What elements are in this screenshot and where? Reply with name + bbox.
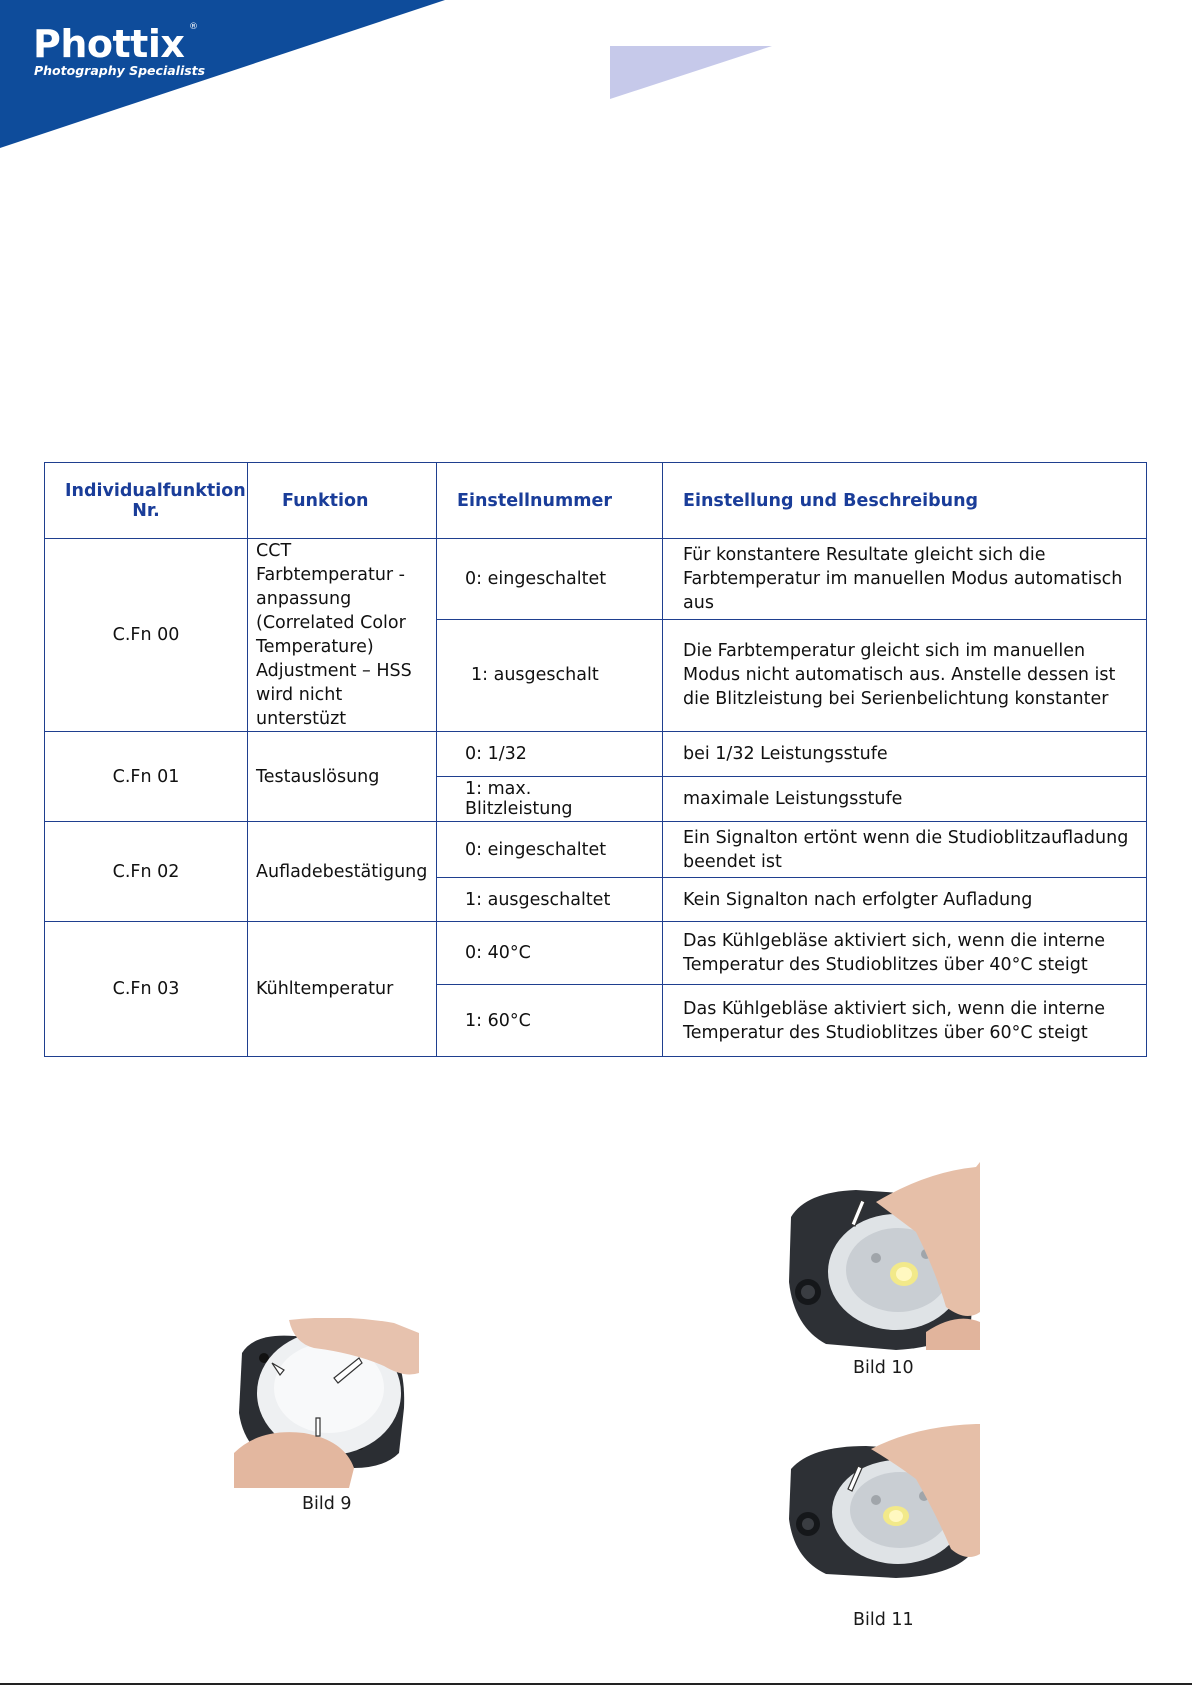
caption-bild-11: Bild 11 <box>853 1610 914 1630</box>
header-setting-description: Einstellung und Beschreibung <box>663 463 1147 539</box>
description-cell: Die Farbtemperatur gleicht sich im manuellen Modus nicht automatisch aus. Anstelle dessen ist die Blitzleistung bei Serienbelichtung konstanter <box>663 619 1147 731</box>
header-cfn-number: Individualfunktion Nr. <box>45 463 248 539</box>
photo-bild-11 <box>786 1424 980 1578</box>
cfn-cell: C.Fn 01 <box>45 732 248 822</box>
setting-cell: 0: 1/32 <box>437 732 663 777</box>
table-row <box>45 732 1147 777</box>
function-cell: Aufladebestätigung <box>248 822 437 922</box>
description-cell: Das Kühlgebläse aktiviert sich, wenn die interne Temperatur des Studioblitzes über 40°C steigt <box>663 922 1147 985</box>
header-setting-number: Einstellnummer <box>437 463 663 539</box>
registered-mark: ® <box>189 22 198 32</box>
setting-cell: 0: eingeschaltet <box>437 822 663 878</box>
table-row <box>45 822 1147 878</box>
brand-tagline: Photography Specialists <box>34 63 206 78</box>
function-cell: Testauslösung <box>248 732 437 822</box>
description-cell: Kein Signalton nach erfolgter Aufladung <box>663 878 1147 922</box>
description-cell: bei 1/32 Leistungsstufe <box>663 732 1147 777</box>
cfn-cell: C.Fn 00 <box>45 539 248 732</box>
brand-logo: Phottix <box>33 22 185 66</box>
accent-parallelogram <box>610 46 772 99</box>
custom-function-table <box>44 462 1147 1057</box>
header-function: Funktion <box>248 463 437 539</box>
setting-cell: 0: 40°C <box>437 922 663 985</box>
setting-cell: 1: max. Blitzleistung <box>437 777 663 822</box>
table-row <box>45 922 1147 985</box>
setting-cell: 1: ausgeschaltet <box>437 878 663 922</box>
cfn-cell: C.Fn 03 <box>45 922 248 1057</box>
setting-cell: 0: eingeschaltet <box>437 539 663 620</box>
photo-bild-9 <box>234 1318 419 1488</box>
table-row <box>45 539 1147 620</box>
description-cell: maximale Leistungsstufe <box>663 777 1147 822</box>
setting-cell: 1: 60°C <box>437 985 663 1057</box>
description-cell: Das Kühlgebläse aktiviert sich, wenn die interne Temperatur des Studioblitzes über 60°C steigt <box>663 985 1147 1057</box>
cfn-cell: C.Fn 02 <box>45 822 248 922</box>
table-header-row <box>45 463 1147 539</box>
description-cell: Für konstantere Resultate gleicht sich die Farbtemperatur im manuellen Modus automatisch aus <box>663 539 1147 620</box>
caption-bild-9: Bild 9 <box>302 1494 352 1514</box>
caption-bild-10: Bild 10 <box>853 1358 914 1378</box>
function-cell: CCT Farbtemperatur -anpassung (Correlated Color Temperature) Adjustment – HSS wird nicht unterstüzt <box>248 539 437 732</box>
setting-cell: 1: ausgeschalt <box>437 619 663 731</box>
function-cell: Kühltemperatur <box>248 922 437 1057</box>
description-cell: Ein Signalton ertönt wenn die Studioblitzaufladung beendet ist <box>663 822 1147 878</box>
photo-bild-10 <box>786 1162 980 1350</box>
